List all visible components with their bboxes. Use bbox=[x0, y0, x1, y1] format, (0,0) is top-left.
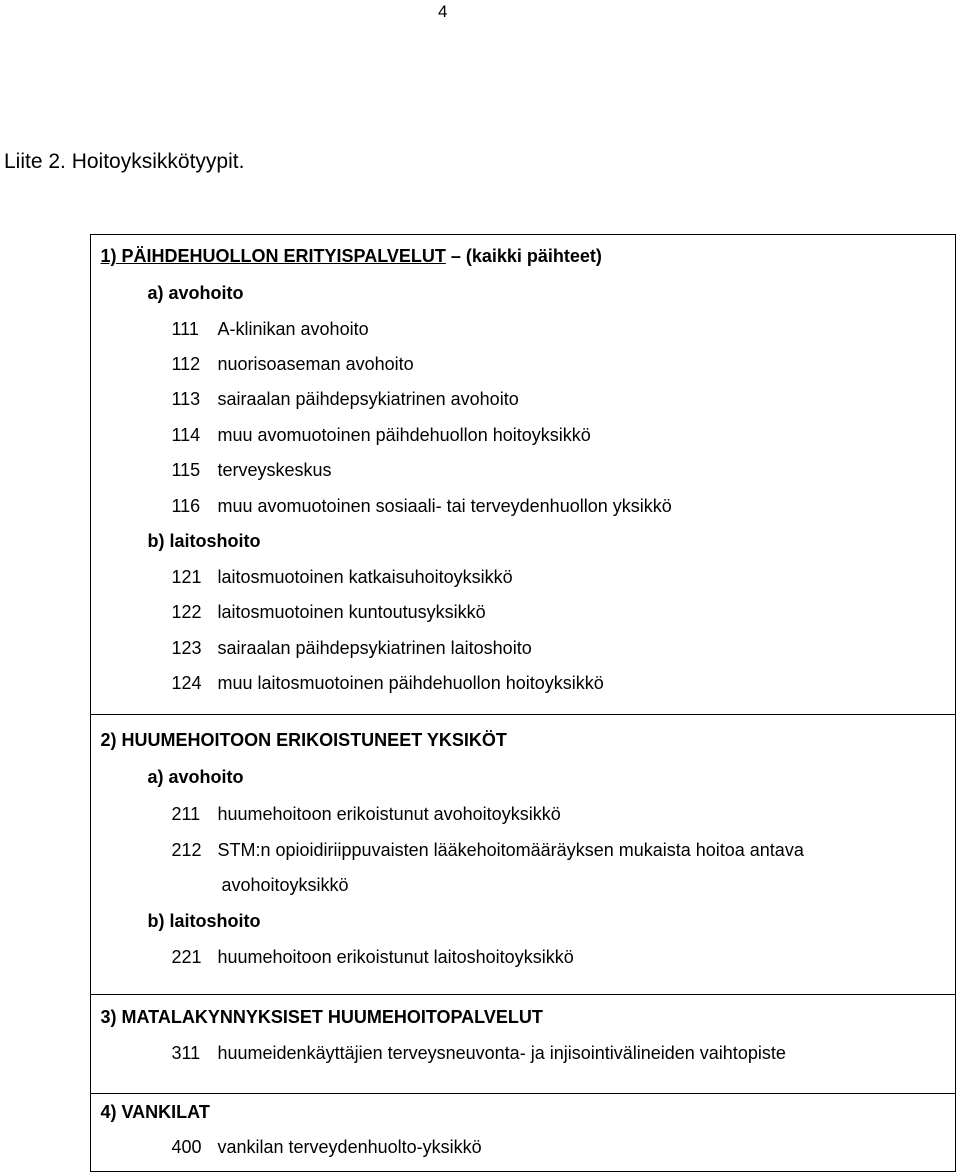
section-1-subheading-avohoito: a) avohoito bbox=[147, 283, 244, 303]
item-code: 122 bbox=[171, 602, 202, 622]
item-code: 311 bbox=[171, 1043, 201, 1063]
item-text: muu avomuotoinen sosiaali- tai terveydenhuollon yksikkö bbox=[217, 496, 672, 516]
list-item bbox=[172, 389, 519, 410]
list-item bbox=[172, 354, 414, 375]
section-2-title: 2) HUUMEHOITOON ERIKOISTUNEET YKSIKÖT bbox=[100, 730, 507, 750]
section-4-title: 4) VANKILAT bbox=[100, 1102, 210, 1122]
section-4 bbox=[90, 1093, 956, 1171]
section-1-title-dash: – bbox=[445, 246, 466, 266]
item-code: 116 bbox=[171, 496, 201, 516]
item-code: 212 bbox=[171, 840, 202, 860]
item-text: huumeidenkäyttäjien terveysneuvonta- ja injisointivälineiden vaihtopiste bbox=[217, 1043, 786, 1063]
item-text: vankilan terveydenhuolto-yksikkö bbox=[217, 1137, 482, 1157]
section-1-subheading-laitoshoito: b) laitoshoito bbox=[147, 531, 261, 551]
list-item bbox=[172, 804, 561, 825]
item-text: laitosmuotoinen katkaisuhoitoyksikkö bbox=[217, 567, 513, 587]
item-code: 400 bbox=[171, 1137, 202, 1157]
list-item bbox=[172, 1137, 482, 1158]
section-1-title bbox=[101, 246, 602, 267]
item-code: 114 bbox=[171, 425, 201, 445]
section-1-title-rest: (kaikki päihteet) bbox=[465, 246, 602, 266]
list-item bbox=[172, 947, 574, 968]
item-text: nuorisoaseman avohoito bbox=[217, 354, 414, 374]
list-item bbox=[172, 567, 513, 588]
section-3-title: 3) MATALAKYNNYKSISET HUUMEHOITOPALVELUT bbox=[100, 1007, 543, 1027]
list-item bbox=[172, 840, 804, 861]
item-code: 112 bbox=[171, 354, 201, 374]
list-item bbox=[172, 496, 672, 517]
section-2 bbox=[90, 714, 956, 994]
section-2-subheading-laitoshoito: b) laitoshoito bbox=[147, 911, 261, 931]
classification-table bbox=[90, 234, 956, 1172]
item-text: A-klinikan avohoito bbox=[217, 319, 369, 339]
list-item bbox=[172, 1043, 786, 1064]
list-item bbox=[172, 602, 486, 623]
item-text: huumehoitoon erikoistunut laitoshoitoyksikkö bbox=[217, 947, 574, 967]
item-code: 121 bbox=[171, 567, 202, 587]
item-text: muu laitosmuotoinen päihdehuollon hoitoyksikkö bbox=[217, 673, 604, 693]
list-item bbox=[172, 425, 591, 446]
item-code: 111 bbox=[171, 319, 199, 339]
list-item bbox=[172, 673, 604, 694]
list-item bbox=[172, 638, 532, 659]
section-3 bbox=[90, 994, 956, 1093]
item-code: 115 bbox=[171, 460, 201, 480]
list-item bbox=[172, 319, 369, 340]
item-code: 124 bbox=[171, 673, 202, 693]
document-heading: Liite 2. Hoitoyksikkötyypit. bbox=[4, 150, 245, 173]
item-text: huumehoitoon erikoistunut avohoitoyksikkö bbox=[217, 804, 561, 824]
section-1-title-main: 1) PÄIHDEHUOLLON ERITYISPALVELUT bbox=[100, 246, 446, 266]
item-text: terveyskeskus bbox=[217, 460, 332, 480]
item-text: laitosmuotoinen kuntoutusyksikkö bbox=[217, 602, 486, 622]
item-code: 221 bbox=[171, 947, 202, 967]
item-text: muu avomuotoinen päihdehuollon hoitoyksikkö bbox=[217, 425, 591, 445]
item-text: sairaalan päihdepsykiatrinen avohoito bbox=[217, 389, 519, 409]
section-1 bbox=[90, 235, 956, 713]
section-2-subheading-avohoito: a) avohoito bbox=[147, 767, 244, 787]
item-text: sairaalan päihdepsykiatrinen laitoshoito bbox=[217, 638, 532, 658]
list-item bbox=[172, 460, 332, 481]
page-number: 4 bbox=[438, 2, 448, 21]
item-code: 211 bbox=[171, 804, 201, 824]
item-text: STM:n opioidiriippuvaisten lääkehoitomääräyksen mukaista hoitoa antava bbox=[217, 840, 804, 860]
item-code: 123 bbox=[171, 638, 202, 658]
list-item-continuation: avohoitoyksikkö bbox=[221, 875, 349, 895]
item-code: 113 bbox=[171, 389, 201, 409]
